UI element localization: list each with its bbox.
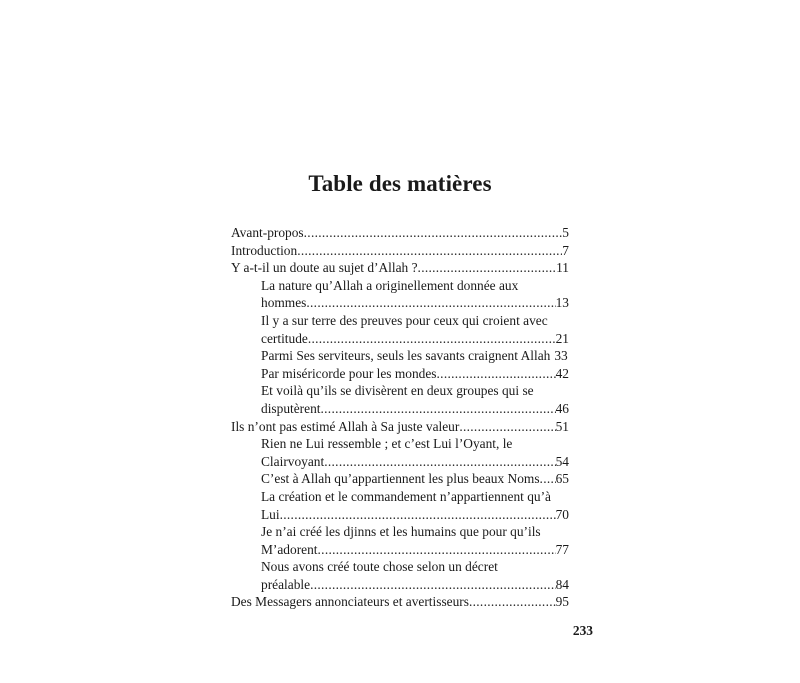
toc-entry-text-line1: Et voilà qu’ils se divisèrent en deux groupes qui se [261,383,534,399]
toc-entry-page: 95 [555,594,569,610]
toc-subentry-noms [231,470,569,488]
toc-entry-page: 51 [555,418,569,434]
toc-entry-text-line1: Je n’ai créé les djinns et les humains que pour qu’ils [261,524,541,540]
toc-entry-text: préalable [261,576,311,592]
dot-leader [324,453,555,471]
dot-leader [459,418,555,436]
toc-entry-text: Clairvoyant [261,453,325,469]
toc-entry-text: Y a-t-il un doute au sujet d’Allah ? [231,260,418,276]
toc-entry-text: Parmi Ses serviteurs, seuls les savants craignent Allah [261,348,551,364]
toc-entry-juste-valeur [231,418,569,436]
toc-subentry-preuves [231,312,569,347]
toc-entry-text-line1: Nous avons créé toute chose selon un décret [261,559,498,575]
toc-entry-page: 42 [555,365,569,381]
dot-leader [310,576,556,594]
toc-entry-text: Lui [261,506,280,522]
toc-entry-text: Introduction [231,242,298,258]
toc-entry-text: C’est à Allah qu’appartiennent les plus beaux Noms [261,471,540,487]
toc-entry-page: 77 [555,541,569,557]
toc-subentry-savants [231,347,569,365]
toc-entry-page: 5 [562,225,569,240]
toc-subentry-misericorde [231,365,569,383]
toc-entry-text: Des Messagers annonciateurs et avertisseurs [231,594,469,610]
dot-leader [297,242,562,260]
table-of-contents [231,224,569,611]
dot-leader [540,470,556,488]
toc-entry-page: 33 [554,348,568,364]
dot-leader [306,294,555,312]
toc-entry-text: Avant-propos [231,225,304,240]
toc-entry-page: 13 [555,295,569,311]
toc-entry-page: 21 [555,330,569,346]
toc-entry-text: certitude [261,330,308,346]
toc-subentry-groupes [231,382,569,417]
toc-entry-page: 46 [555,400,569,416]
toc-entry-page: 7 [562,242,569,258]
toc-entry-text-line1: La nature qu’Allah a originellement donnée aux [261,277,519,293]
toc-entry-text-line1: La création et le commandement n’appartiennent qu’à [261,488,551,504]
dot-leader [304,224,563,242]
toc-subentry-ressemble [231,435,569,470]
toc-entry-introduction [231,242,569,260]
dot-leader [437,365,556,383]
dot-leader [418,259,557,277]
toc-entry-text: M’adorent [261,541,318,557]
dot-leader [308,330,556,348]
toc-subentry-decret [231,558,569,593]
toc-subentry-adorent [231,523,569,558]
toc-entry-text: Par miséricorde pour les mondes [261,365,437,381]
toc-entry-page: 54 [555,453,569,469]
toc-entry-text-line1: Rien ne Lui ressemble ; et c’est Lui l’Oyant, le [261,436,513,452]
toc-entry-text: hommes [261,295,307,311]
toc-entry-text: disputèrent [261,400,321,416]
dot-leader [469,593,556,611]
toc-entry-page: 70 [555,506,569,522]
toc-entry-messagers [231,593,569,611]
toc-subentry-creation [231,488,569,523]
toc-entry-avant-propos [231,224,569,242]
page-title: Table des matières [308,171,492,196]
page-number: 233 [572,623,593,638]
dot-leader [321,400,556,418]
toc-subentry-nature [231,277,569,312]
dot-leader [318,541,556,559]
toc-entry-text: Ils n’ont pas estimé Allah à Sa juste valeur [231,418,460,434]
toc-entry-page: 11 [556,260,569,276]
toc-entry-text-line1: Il y a sur terre des preuves pour ceux qui croient avec [261,312,548,328]
toc-entry-page: 84 [555,576,569,592]
toc-entry-doute [231,259,569,277]
dot-leader [280,506,556,524]
toc-entry-page: 65 [555,471,569,487]
